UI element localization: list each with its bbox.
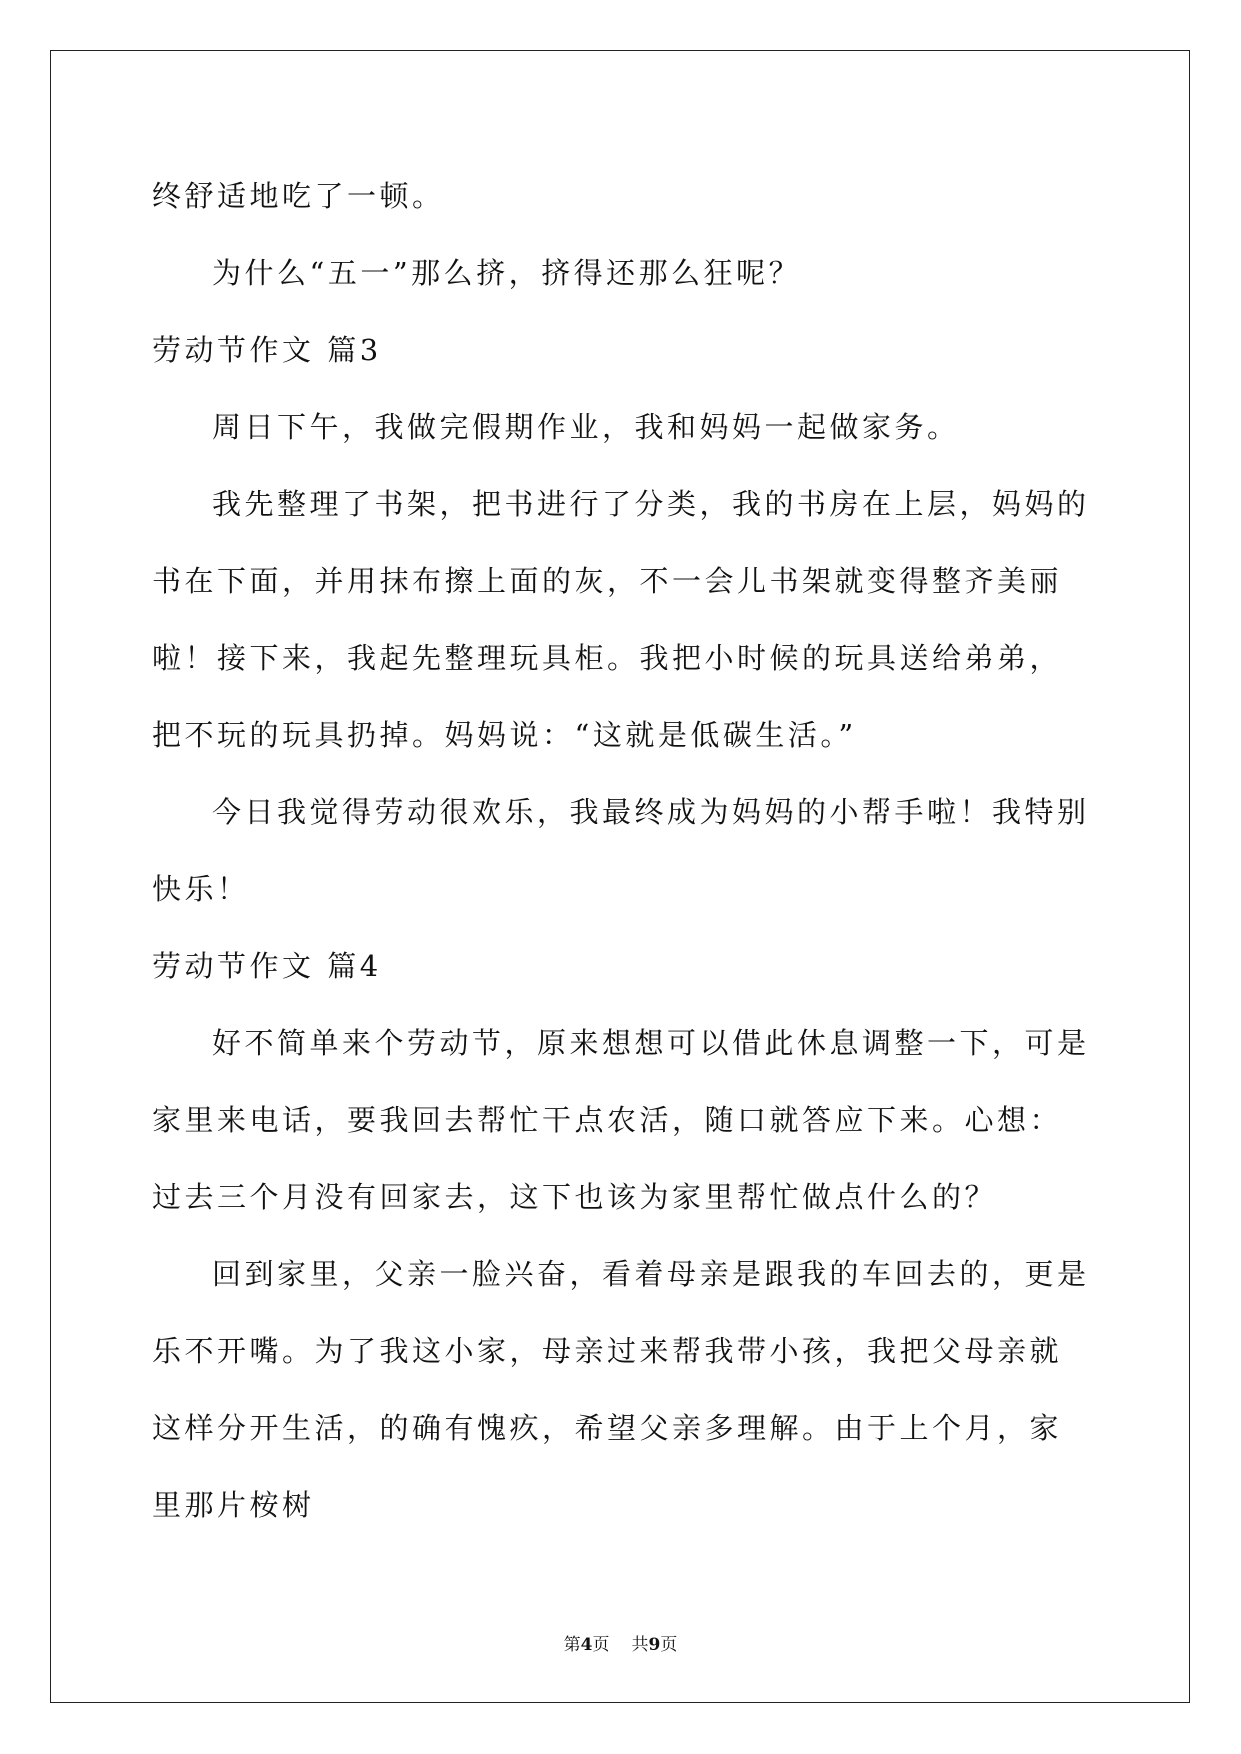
footer-total-suffix: 页 — [660, 1635, 678, 1655]
footer-page-number: 4 — [580, 1635, 593, 1655]
paragraph: 终舒适地吃了一顿。 — [152, 179, 445, 213]
paragraph: 周日下午，我做完假期作业，我和妈妈一起做家务。 — [212, 410, 960, 444]
footer-total-prefix: 共 — [631, 1635, 649, 1655]
footer-total-pages: 9 — [648, 1635, 661, 1655]
section-heading: 劳动节作文 篇4 — [152, 949, 382, 983]
paragraph: 为什么“五一”那么挤，挤得还那么狂呢？ — [212, 256, 802, 290]
paragraph: 好不简单来个劳动节，原来想想可以借此休息调整一下，可是家里来电话，要我回去帮忙干点农活，随口就答应下来。心想：过去三个月没有回家去，这下也该为家里帮忙做点什么的？ — [152, 1026, 1090, 1214]
paragraph: 回到家里，父亲一脸兴奋，看着母亲是跟我的车回去的，更是乐不开嘴。为了我这小家，母亲过来帮我带小孩，我把父母亲就这样分开生活，的确有愧疚，希望父亲多理解。由于上个月，家里那片桉树 — [152, 1257, 1090, 1522]
footer-page-prefix: 第 — [563, 1635, 581, 1655]
paragraph: 今日我觉得劳动很欢乐，我最终成为妈妈的小帮手啦！我特别快乐！ — [152, 795, 1090, 906]
footer-page-suffix: 页 — [592, 1635, 610, 1655]
document-body — [152, 158, 1092, 1544]
paragraph: 我先整理了书架，把书进行了分类，我的书房在上层，妈妈的书在下面，并用抹布擦上面的灰，不一会儿书架就变得整齐美丽啦！接下来，我起先整理玩具柜。我把小时候的玩具送给弟弟，把不玩的玩具扔掉。妈妈说：“这就是低碳生活。” — [152, 487, 1090, 752]
section-heading: 劳动节作文 篇3 — [152, 333, 382, 367]
page-footer — [0, 1630, 1241, 1655]
